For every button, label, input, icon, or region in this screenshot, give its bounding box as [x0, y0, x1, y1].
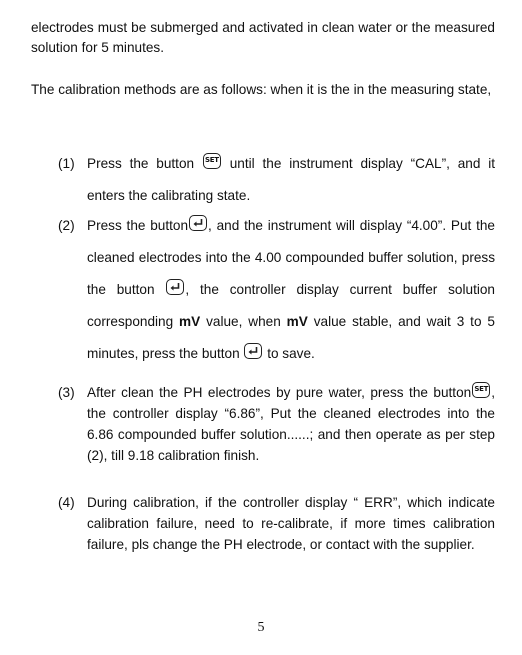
- intro-paragraph: electrodes must be submerged and activated in clean water or the measured solution for 5 minutes.: [31, 20, 495, 55]
- step-2-number: (2): [58, 218, 75, 233]
- step-2-part1: Press the button: [87, 218, 189, 233]
- step-1-text: [87, 148, 495, 212]
- mv-label: mV: [179, 314, 201, 329]
- enter-button-icon: [189, 215, 207, 231]
- step-1-part2: until the instrument display “CAL”, and it enters the calibrating state.: [87, 156, 495, 203]
- step-2-part3: , the controller display current buffer solution corresponding: [87, 282, 495, 329]
- set-button-icon: SET: [203, 153, 221, 169]
- step-3-part2: , the controller display “6.86”, Put the cleaned electrodes into the 6.86 compounded buffer solution......; and then operate as per step (2), till 9.18 calibration finish.: [87, 385, 495, 463]
- step-3-number: (3): [58, 385, 75, 400]
- step-2-part5: value stable, and wait 3 to 5 minutes, press the button: [87, 314, 495, 361]
- step-3-part1: After clean the PH electrodes by pure water, press the button: [87, 385, 472, 400]
- mv-label: mV: [286, 314, 308, 329]
- enter-button-icon: [166, 279, 184, 295]
- step-4-text: During calibration, if the controller display “ ERR”, which indicate calibration failure, need to re-calibrate, if more times calibration failure, pls change the PH electrode, or contact with the supplier.: [87, 495, 495, 552]
- set-button-icon: SET: [472, 382, 490, 398]
- methods-paragraph: The calibration methods are as follows: when it is the in the measuring state,: [31, 82, 492, 97]
- step-1-part1: Press the button: [87, 156, 195, 171]
- step-2-part6: to save.: [263, 346, 315, 361]
- enter-button-icon: [244, 343, 262, 359]
- step-4-number: (4): [58, 495, 75, 510]
- step-2-part2: , and the instrument will display “4.00”. Put the cleaned electrodes into the 4.00 compounded buffer solution, press the button: [87, 218, 495, 297]
- step-2-text: [87, 210, 495, 370]
- step-3-text: [87, 382, 495, 466]
- step-2-part4: value, when: [200, 314, 287, 329]
- page-number: 5: [257, 620, 265, 635]
- step-1-number: (1): [58, 156, 75, 171]
